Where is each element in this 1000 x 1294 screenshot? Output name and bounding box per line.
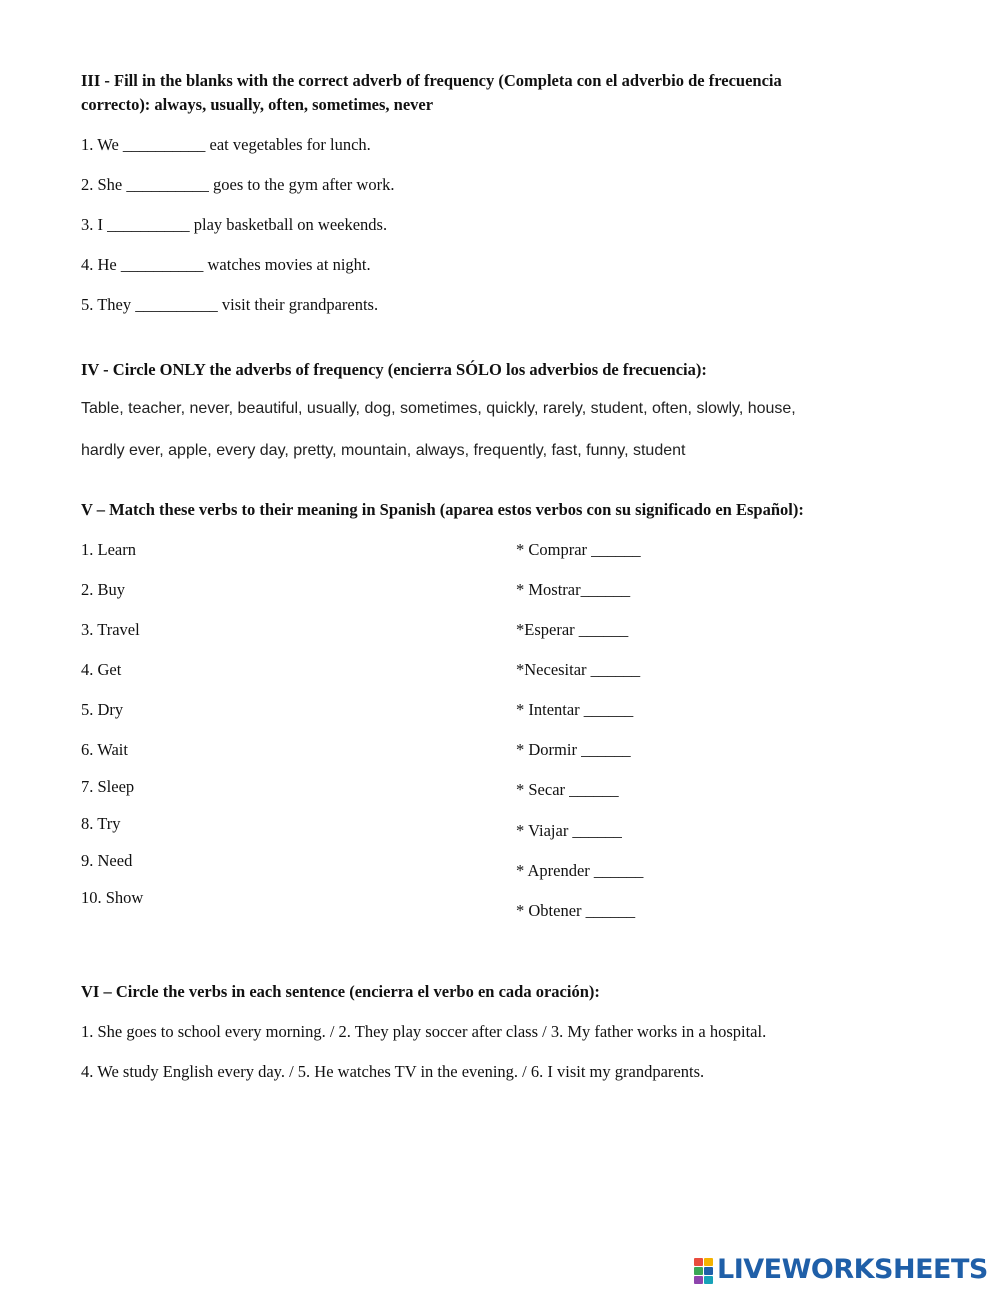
logo-text: LIVEWORKSHEETS xyxy=(717,1254,988,1285)
english-verb-1: 1. Learn xyxy=(81,540,136,559)
spanish-verb-8[interactable]: * Viajar ______ xyxy=(516,821,622,840)
english-verb-9: 9. Need xyxy=(81,851,133,870)
adverb-word-list-line-2[interactable]: hardly ever, apple, every day, pretty, mountain, always, frequently, fast, funny, student xyxy=(81,442,686,459)
english-verb-7: 7. Sleep xyxy=(81,777,135,796)
fill-blank-item-3[interactable]: 3. I __________ play basketball on weekends. xyxy=(81,215,388,234)
spanish-verb-5[interactable]: * Intentar ______ xyxy=(516,700,634,719)
spanish-verb-3[interactable]: *Esperar ______ xyxy=(516,620,629,639)
english-verb-4: 4. Get xyxy=(81,660,122,679)
spanish-verb-10[interactable]: * Obtener ______ xyxy=(516,901,636,920)
english-verb-3: 3. Travel xyxy=(81,620,140,639)
spanish-verb-1[interactable]: * Comprar ______ xyxy=(516,540,641,559)
section-4-heading: IV - Circle ONLY the adverbs of frequency (encierra SÓLO los adverbios de frecuencia): xyxy=(81,360,707,379)
english-verb-6: 6. Wait xyxy=(81,740,128,759)
liveworksheets-logo-icon xyxy=(694,1257,714,1283)
verb-sentence-line-2[interactable]: 4. We study English every day. / 5. He watches TV in the evening. / 6. I visit my grandparents. xyxy=(81,1062,705,1081)
spanish-verb-9[interactable]: * Aprender ______ xyxy=(516,861,644,880)
fill-blank-item-1[interactable]: 1. We __________ eat vegetables for lunch. xyxy=(81,135,371,154)
spanish-verb-4[interactable]: *Necesitar ______ xyxy=(516,660,641,679)
english-verb-8: 8. Try xyxy=(81,814,121,833)
section-3-heading-line-2: correcto): always, usually, often, sometimes, never xyxy=(81,95,434,114)
english-verb-2: 2. Buy xyxy=(81,580,126,599)
liveworksheets-logo xyxy=(694,1255,988,1285)
spanish-verb-6[interactable]: * Dormir ______ xyxy=(516,740,631,759)
section-6-heading: VI – Circle the verbs in each sentence (encierra el verbo en cada oración): xyxy=(81,982,600,1001)
verb-sentence-line-1[interactable]: 1. She goes to school every morning. / 2. They play soccer after class / 3. My father works in a hospital. xyxy=(81,1022,767,1041)
fill-blank-item-2[interactable]: 2. She __________ goes to the gym after work. xyxy=(81,175,395,194)
english-verb-10: 10. Show xyxy=(81,888,144,907)
fill-blank-item-5[interactable]: 5. They __________ visit their grandparents. xyxy=(81,295,379,314)
adverb-word-list-line-1[interactable]: Table, teacher, never, beautiful, usually, dog, sometimes, quickly, rarely, student, often, slowly, house, xyxy=(81,400,796,417)
fill-blank-item-4[interactable]: 4. He __________ watches movies at night. xyxy=(81,255,371,274)
section-5-heading: V – Match these verbs to their meaning in Spanish (aparea estos verbos con su significado en Español): xyxy=(81,500,804,519)
spanish-verb-2[interactable]: * Mostrar______ xyxy=(516,580,631,599)
english-verb-5: 5. Dry xyxy=(81,700,124,719)
section-3-heading-line-1: III - Fill in the blanks with the correct adverb of frequency (Completa con el adverbio de frecuencia xyxy=(81,71,782,90)
spanish-verb-7[interactable]: * Secar ______ xyxy=(516,780,619,799)
